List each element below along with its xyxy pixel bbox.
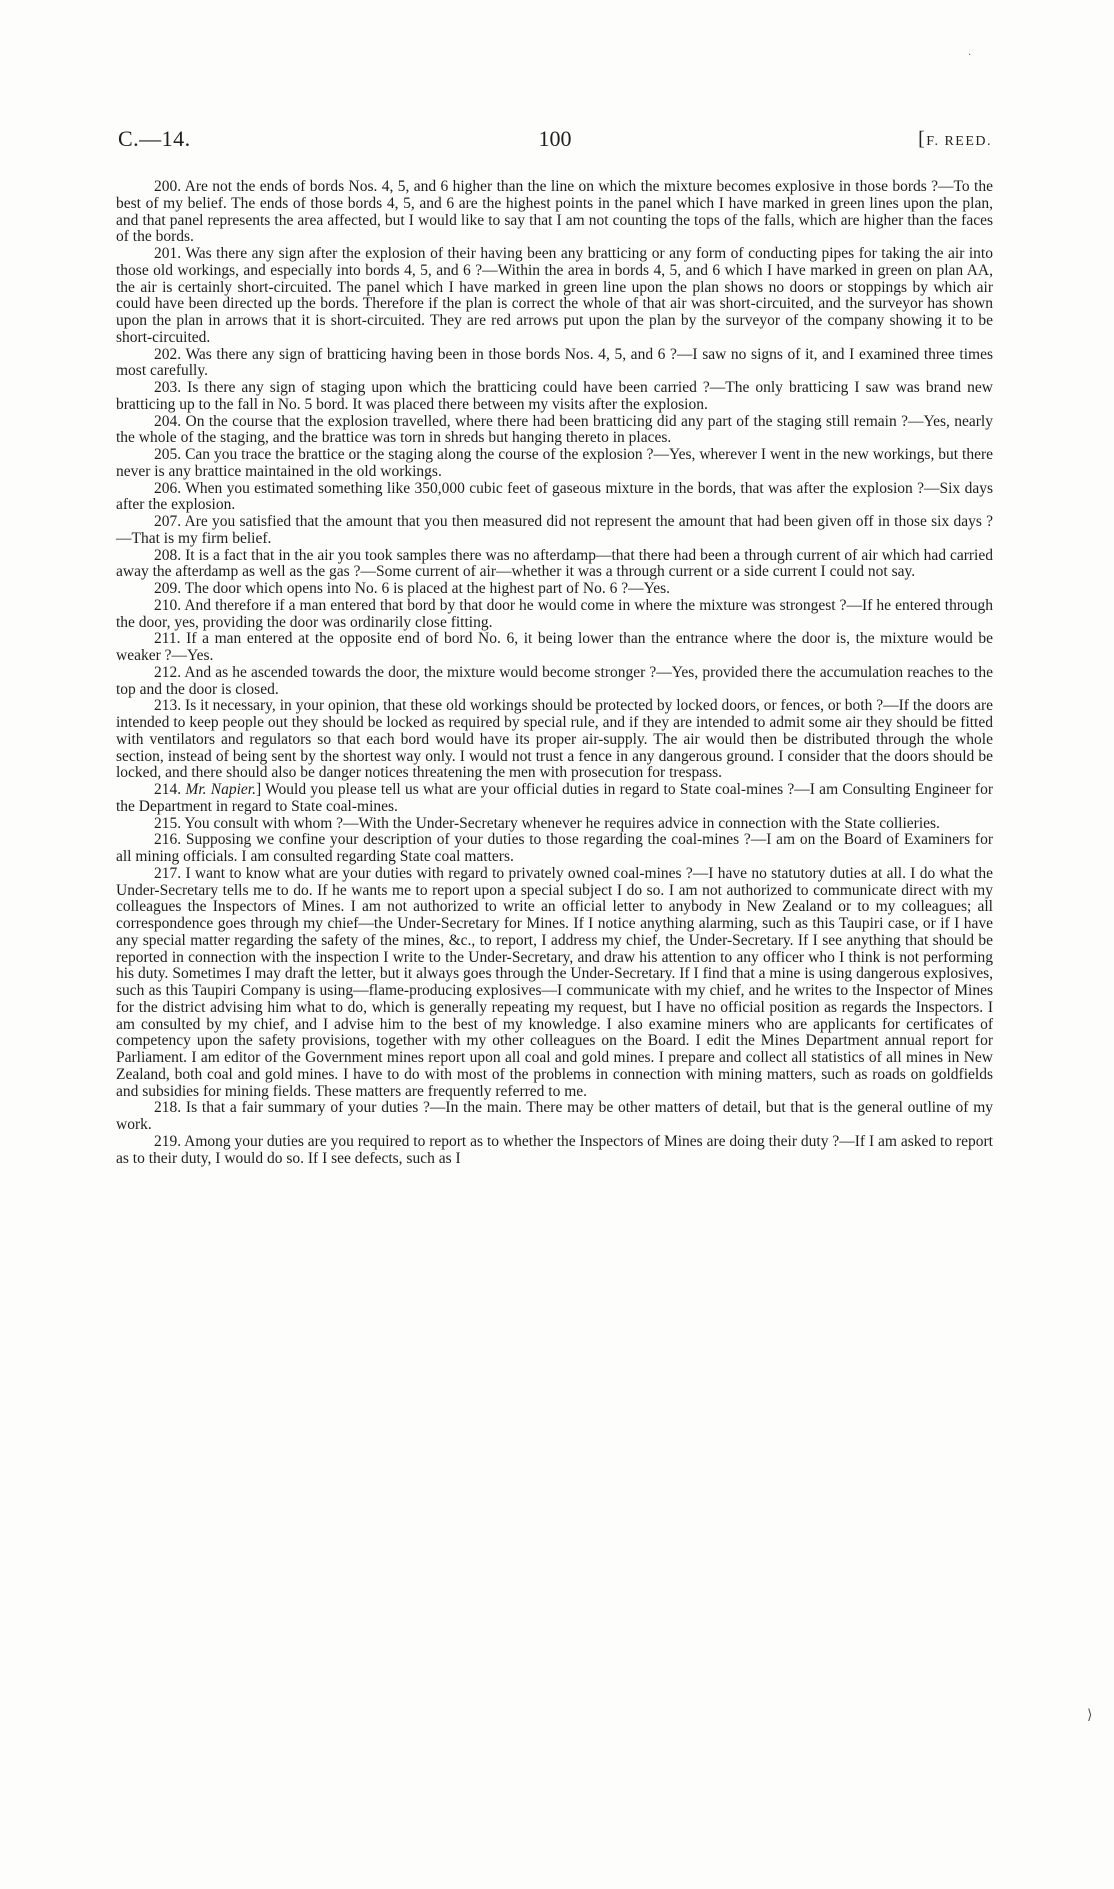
paragraph-215: 215. You consult with whom ?—With the Under-Secretary whenever he requires advice in connection with the State collieries. — [154, 814, 940, 832]
paragraph-203: 203. Is there any sign of staging upon which the bratticing could have been carried ?—The only bratticing I saw was brand new bratticing up to the fall in No. 5 bord. It was placed there between my visits after the explosion. — [116, 379, 993, 413]
paragraph-206: 206. When you estimated something like 350,000 cubic feet of gaseous mixture in the bords, that was after the explosion ?—Six days after the explosion. — [116, 479, 993, 514]
witness-name-text: F. REED. — [926, 134, 992, 149]
paragraph-219: 219. Among your duties are you required to report as to whether the Inspectors of Mines are doing their duty ?—If I am asked to report as to their duty, I would do so. If I see defects, such as I — [116, 1132, 993, 1167]
scan-mark: ⟩ — [1087, 1708, 1093, 1723]
paragraph-200: 200. Are not the ends of bords Nos. 4, 5, and 6 higher than the line on which the mixture becomes explosive in those bords ?—To the best of my belief. The ends of those bords 4, 5, and 6 are the highest points in the panel which I have marked in green lines upon the plan, and that panel represents the area affected, but I would like to say that I am not counting the tops of the falls, which are higher than the faces of the bords. — [116, 178, 993, 246]
paragraph-214-number: 214. — [154, 781, 186, 798]
document-body — [116, 179, 993, 1167]
paper-reference: C.—14. — [118, 126, 191, 151]
witness-bracket: [ — [918, 128, 927, 150]
paragraph-213: 213. Is it necessary, in your opinion, that these old workings should be protected by locked doors, or fences, or both ?—If the doors are intended to keep people out they should be locked as required by special rule, and if they are intended to admit some air they should be fitted with ventilators and regulators so that each bord would have its proper air-supply. The air would then be distributed through the whole section, instead of being sent by the shortest way only. I would not trust a fence in any dangerous ground. I consider that the doors should be locked, and there should also be danger notices threatening the men with prosecution for trespass. — [116, 697, 993, 782]
paragraph-201: 201. Was there any sign after the explosion of their having been any bratticing or any form of conducting pipes for taking the air into those old workings, and especially into bords 4, 5, and 6 ?—Within the area in bords 4, 5, and 6 which I have marked in green on plan AA, the air is certainly short-circuited. The panel which I have marked in green line upon the plan shows no doors or stoppings by which air could have been directed up the bords. Therefore if the plan is correct the whole of that air was short-circuited, and the surveyor has shown upon the plan in arrows that it is short-circuited. They are red arrows put upon the plan by the surveyor of the company showing it to be short-circuited. — [116, 245, 993, 346]
paragraph-207: 207. Are you satisfied that the amount that you then measured did not represent the amount that had been given off in those six days ?—That is my firm belief. — [116, 513, 993, 547]
paragraph-205: 205. Can you trace the brattice or the staging along the course of the explosion ?—Yes, wherever I went in the new workings, but there never is any brattice maintained in the old workings. — [116, 446, 993, 480]
paragraph-216: 216. Supposing we confine your description of your duties to those regarding the coal-mines ?—I am on the Board of Examiners for all mining officials. I am consulted regarding State coal matters. — [116, 831, 993, 865]
paragraph-212: 212. And as he ascended towards the door, the mixture would become stronger ?—Yes, provided there the accumulation reaches to the top and the door is closed. — [116, 663, 993, 698]
paragraph-214-text: ] Would you please tell us what are your official duties in regard to State coal-mines ?—I am Consulting Engineer for the Department in regard to State coal-mines. — [116, 781, 993, 815]
page-number: 100 — [538, 126, 572, 151]
scan-dot: · — [968, 50, 972, 61]
witness-name — [918, 128, 992, 151]
paragraph-202: 202. Was there any sign of bratticing having been in those bords Nos. 4, 5, and 6 ?—I saw no signs of it, and I examined three times most carefully. — [116, 345, 993, 380]
page-header — [118, 126, 992, 160]
paragraph-210: 210. And therefore if a man entered that bord by that door he would come in where the mixture was strongest ?—If he entered through the door, yes, providing the door was ordinarily close fitting. — [116, 596, 993, 631]
paragraph-217: 217. I want to know what are your duties with regard to privately owned coal-mines ?—I have no statutory duties at all. I do what the Under-Secretary tells me to do. If he wants me to report upon a special subject I do so. I am not authorized to communicate direct with my colleagues the Inspectors of Mines. I am not authorized to write an official letter to anybody in New Zealand or to my colleagues; all correspondence goes through my chief—the Under-Secretary for Mines. If I notice anything alarming, such as this Taupiri case, or if I have any special matter regarding the safety of the mines, &c., to report, I address my chief, the Under-Secretary. If I see anything that should be reported in connection with the inspection I write to the Under-Secretary, and draw his attention to any officer who I think is not performing his duty. Sometimes I may draft the letter, but it always goes through the Under-Secretary. If I find that a mine is using dangerous explosives, such as this Taupiri Company is using—flame-producing explosives—I communicate with my chief, and he writes to the Inspector of Mines for the district advising him what to do, which is generally repeating my request, but I have no official position as regards the Inspectors. I am consulted by my chief, and I advise him to the best of my knowledge. I also examine miners who are applicants for certificates of competency upon the safety provisions, together with my other colleagues on the Board. I edit the Mines Department annual report for Parliament. I am editor of the Government mines report upon all coal and gold mines. I prepare and collect all statistics of all mines in New Zealand, both coal and gold mines. I have to do with most of the problems in connection with mining matters, such as roads on goldfields and subsidies for mining fields. These matters are frequently referred to me. — [116, 864, 993, 1100]
paragraph-204: 204. On the course that the explosion travelled, where there had been bratticing did any part of the staging still remain ?—Yes, nearly the whole of the staging, and the brattice was torn in shreds but hanging thereto in places. — [116, 412, 993, 447]
speaker-name: Mr. Napier. — [185, 781, 256, 798]
paragraph-214 — [116, 782, 993, 816]
paragraph-209: 209. The door which opens into No. 6 is placed at the highest part of No. 6 ?—Yes. — [154, 580, 671, 597]
paragraph-211: 211. If a man entered at the opposite end of bord No. 6, it being lower than the entrance where the door is, the mixture would be weaker ?—Yes. — [116, 630, 993, 664]
paragraph-218: 218. Is that a fair summary of your duties ?—In the main. There may be other matters of detail, but that is the general outline of my work. — [116, 1099, 993, 1133]
paragraph-208: 208. It is a fact that in the air you took samples there was no afterdamp—that there had been a through current of air which had carried away the afterdamp as well as the gas ?—Some current of air—whether it was a through current or a side current I could not say. — [116, 546, 993, 581]
